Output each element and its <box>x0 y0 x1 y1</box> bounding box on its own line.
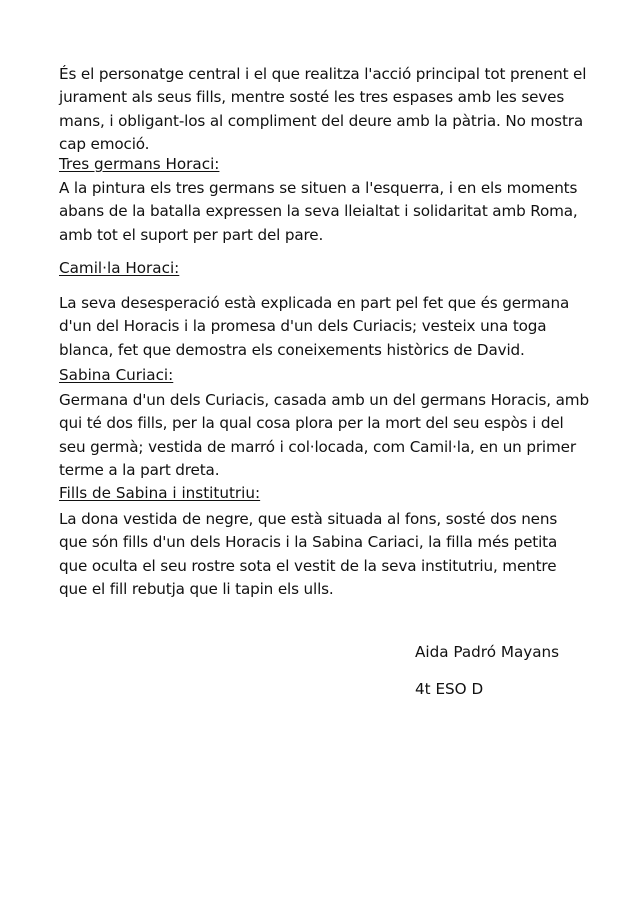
section-heading-fills: Fills de Sabina i institutriu: <box>59 484 261 502</box>
section-heading-camilla: Camil·la Horaci: <box>59 259 180 277</box>
section-text-camilla: La seva desesperació està explicada en part pel fet que és germana d'un del Horacis i la promesa d'un dels Curiacis; vesteix una toga blanca, fet que demostra els coneixements històrics de David. <box>59 294 570 359</box>
intro-paragraph: És el personatge central i el que realitza l'acció principal tot prenent el jurament als seus fills, mentre sosté les tres espases amb les seves mans, i obligant-los al compliment del deure amb la pàtria. No mostra cap emoció. <box>59 65 587 153</box>
author-class: 4t ESO D <box>415 680 484 698</box>
section-text-sabina: Germana d'un dels Curiacis, casada amb un del germans Horacis, amb qui té dos fills, per la qual cosa plora per la mort del seu espòs i del seu germà; vestida de marró i col·locada, com Camil·la, en un primer terme a la part dreta. <box>59 391 589 479</box>
section-heading-sabina: Sabina Curiaci: <box>59 366 174 384</box>
section-heading-tres-germans: Tres germans Horaci: <box>59 155 220 173</box>
author-name: Aida Padró Mayans <box>415 643 560 661</box>
section-text-tres-germans: A la pintura els tres germans se situen a l'esquerra, i en els moments abans de la batalla expressen la seva lleialtat i solidaritat amb Roma, amb tot el suport per part del pare. <box>59 179 578 244</box>
section-text-fills: La dona vestida de negre, que està situada al fons, sosté dos nens que són fills d'un dels Horacis i la Sabina Cariaci, la filla més petita que oculta el seu rostre sota el vestit de la seva institutriu, mentre que el fill rebutja que li tapin els ulls. <box>59 510 558 598</box>
